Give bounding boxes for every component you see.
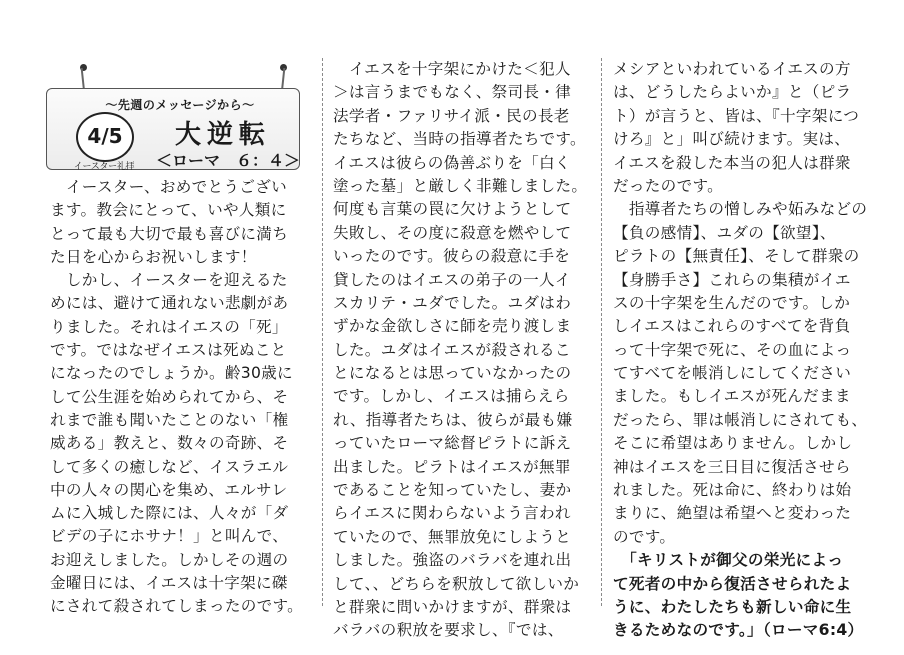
text-line: であることを知っていたし、妻か xyxy=(333,481,572,500)
text-line: した。ユダはイエスが殺されるこ xyxy=(333,340,571,359)
text-line: になったのでしょうか。齢30歳に xyxy=(50,364,293,383)
text-line: 【負の感情】、ユダの【欲望】、 xyxy=(613,223,836,242)
text-line: れまで誰も聞いたことのない「権 xyxy=(50,410,289,429)
text-line: 何度も言葉の罠に欠けようとして xyxy=(333,200,572,219)
text-line: 威ある」教えと、数々の奇跡、そ xyxy=(50,434,289,453)
text-line: りました。それはイエスの「死」 xyxy=(50,317,288,336)
text-line: ます。教会にとって、いや人類に xyxy=(50,201,287,220)
text-line: ムに入城した際には、人々が「ダ xyxy=(50,504,289,523)
text-line: と群衆に問いかけますが、群衆は xyxy=(333,597,572,616)
text-line: 失敗し、その度に殺意を燃やして xyxy=(333,223,572,242)
text-line: だったのです。 xyxy=(613,176,724,195)
text-line: は、どうしたらよいか』と（ピラ xyxy=(613,83,852,102)
date-caption: イースター礼拝 xyxy=(73,162,135,172)
text-line: しイエスはこれらのすべてを背負 xyxy=(613,317,851,336)
text-column-1 xyxy=(50,176,312,619)
text-line: って十字架で死に、その血によっ xyxy=(613,340,852,359)
text-line: バラバの釈放を要求し、『では、 xyxy=(333,621,564,640)
text-line: 金曜日には、イエスは十字架に磔 xyxy=(50,574,288,593)
text-line: ました。もしイエスが死んだまま xyxy=(613,387,851,406)
text-line: にされて殺されてしまったのです。 xyxy=(50,597,304,616)
scripture-reference: ＜ローマ ６：４＞ xyxy=(155,151,300,170)
text-line: たちなど、当時の指導者たちです。 xyxy=(333,130,586,149)
text-line: っていたローマ総督ピラトに訴え xyxy=(333,434,572,453)
sermon-title: 大逆転 xyxy=(174,120,271,150)
text-line: らイエスに関わらないよう言われ xyxy=(333,504,571,523)
text-line: きるためなのです。」（ローマ6:4） xyxy=(613,621,864,640)
text-line: ピラトの【無責任】、そして群衆の xyxy=(613,247,860,266)
text-line: とになるとは思っていなかったの xyxy=(333,364,572,383)
text-line: して、、どちらを釈放して欲しいか xyxy=(333,574,580,593)
text-line: 法学者・ファリサイ派・民の長老 xyxy=(333,106,570,125)
text-line: ト）が言うと、皆は、『十字架につ xyxy=(613,106,860,125)
text-line: して多くの癒しなど、イスラエル xyxy=(50,457,289,476)
text-line: イエスを殺した本当の犯人は群衆 xyxy=(613,153,851,172)
text-line: です。しかし、イエスは捕らえら xyxy=(333,387,570,406)
text-line: 中の人々の関心を集め、エルサレ xyxy=(50,480,288,499)
text-line: イースター、おめでとうござい xyxy=(50,178,288,196)
text-line: のです。 xyxy=(613,527,676,546)
text-line: イエスは彼らの偽善ぶりを「白く xyxy=(333,153,571,172)
text-line: お迎えしました。しかしその週の xyxy=(50,550,289,569)
text-line: 神はイエスを三日目に復活させら xyxy=(613,457,851,476)
text-line: まりに、絶望は希望へと変わった xyxy=(613,504,852,523)
text-line: れました。死は命に、終わりは始 xyxy=(613,481,852,500)
text-line: だったら、罪は帳消しにされても、 xyxy=(613,410,868,429)
text-line: ビデの子にホサナ！」と叫んで、 xyxy=(50,527,289,546)
text-line: いったのです。彼らの殺意に手を xyxy=(333,247,571,266)
text-line: イエスを十字架にかけた＜犯人 xyxy=(333,60,571,78)
column-divider xyxy=(322,58,323,606)
text-line: めには、避けて通れない悲劇があ xyxy=(50,294,289,313)
text-column-2 xyxy=(333,58,595,643)
text-line: スの十字架を生んだのです。しか xyxy=(613,293,851,312)
text-line: れ、指導者たちは、彼らが最も嫌 xyxy=(333,410,573,429)
text-line: けろ』と」叫び続けます。実は、 xyxy=(613,130,851,149)
text-line: てすべてを帳消しにしてください xyxy=(613,364,852,383)
text-line: た日を心からお祝いします！ xyxy=(50,247,257,266)
text-line: しました。強盗のバラバを連れ出 xyxy=(333,551,572,570)
text-line: 「キリストが御父の栄光によっ xyxy=(613,551,844,570)
text-line: しかし、イースターを迎えるた xyxy=(50,271,288,290)
text-line: メシアといわれているイエスの方 xyxy=(613,60,851,78)
column-divider xyxy=(601,58,602,606)
text-line: 指導者たちの憎しみや妬みなどの xyxy=(613,200,868,219)
text-line: です。ではなぜイエスは死ぬこと xyxy=(50,341,287,360)
sermon-header xyxy=(44,60,306,172)
date-badge: 4/5 xyxy=(76,112,134,162)
text-line: ていたので、無罪放免にしようと xyxy=(333,527,572,546)
text-line: ＞は言うまでもなく、祭司長・律 xyxy=(333,83,572,102)
text-column-3 xyxy=(613,58,875,643)
text-line: とって最も大切で最も喜びに満ち xyxy=(50,224,289,243)
text-line: ずかな金欲しさに師を売り渡しま xyxy=(333,317,572,336)
text-line: うに、わたしたちも新しい命に生 xyxy=(613,597,852,616)
text-line: そこに希望はありません。しかし xyxy=(613,434,853,453)
text-line: スカリテ・ユダでした。ユダはわ xyxy=(333,293,572,312)
text-line: 出ました。ピラトはイエスが無罪 xyxy=(333,457,571,476)
text-line: 【身勝手さ】これらの集積がイエ xyxy=(613,270,851,289)
text-line: て死者の中から復活させられたよ xyxy=(613,574,852,593)
text-line: 塗った墓」と厳しく非難しました。 xyxy=(333,176,588,195)
text-line: 貸したのはイエスの弟子の一人イ xyxy=(333,270,571,289)
header-subtitle: ～先週のメッセージから～ xyxy=(105,98,255,112)
text-line: して公生涯を始められてから、そ xyxy=(50,387,289,406)
